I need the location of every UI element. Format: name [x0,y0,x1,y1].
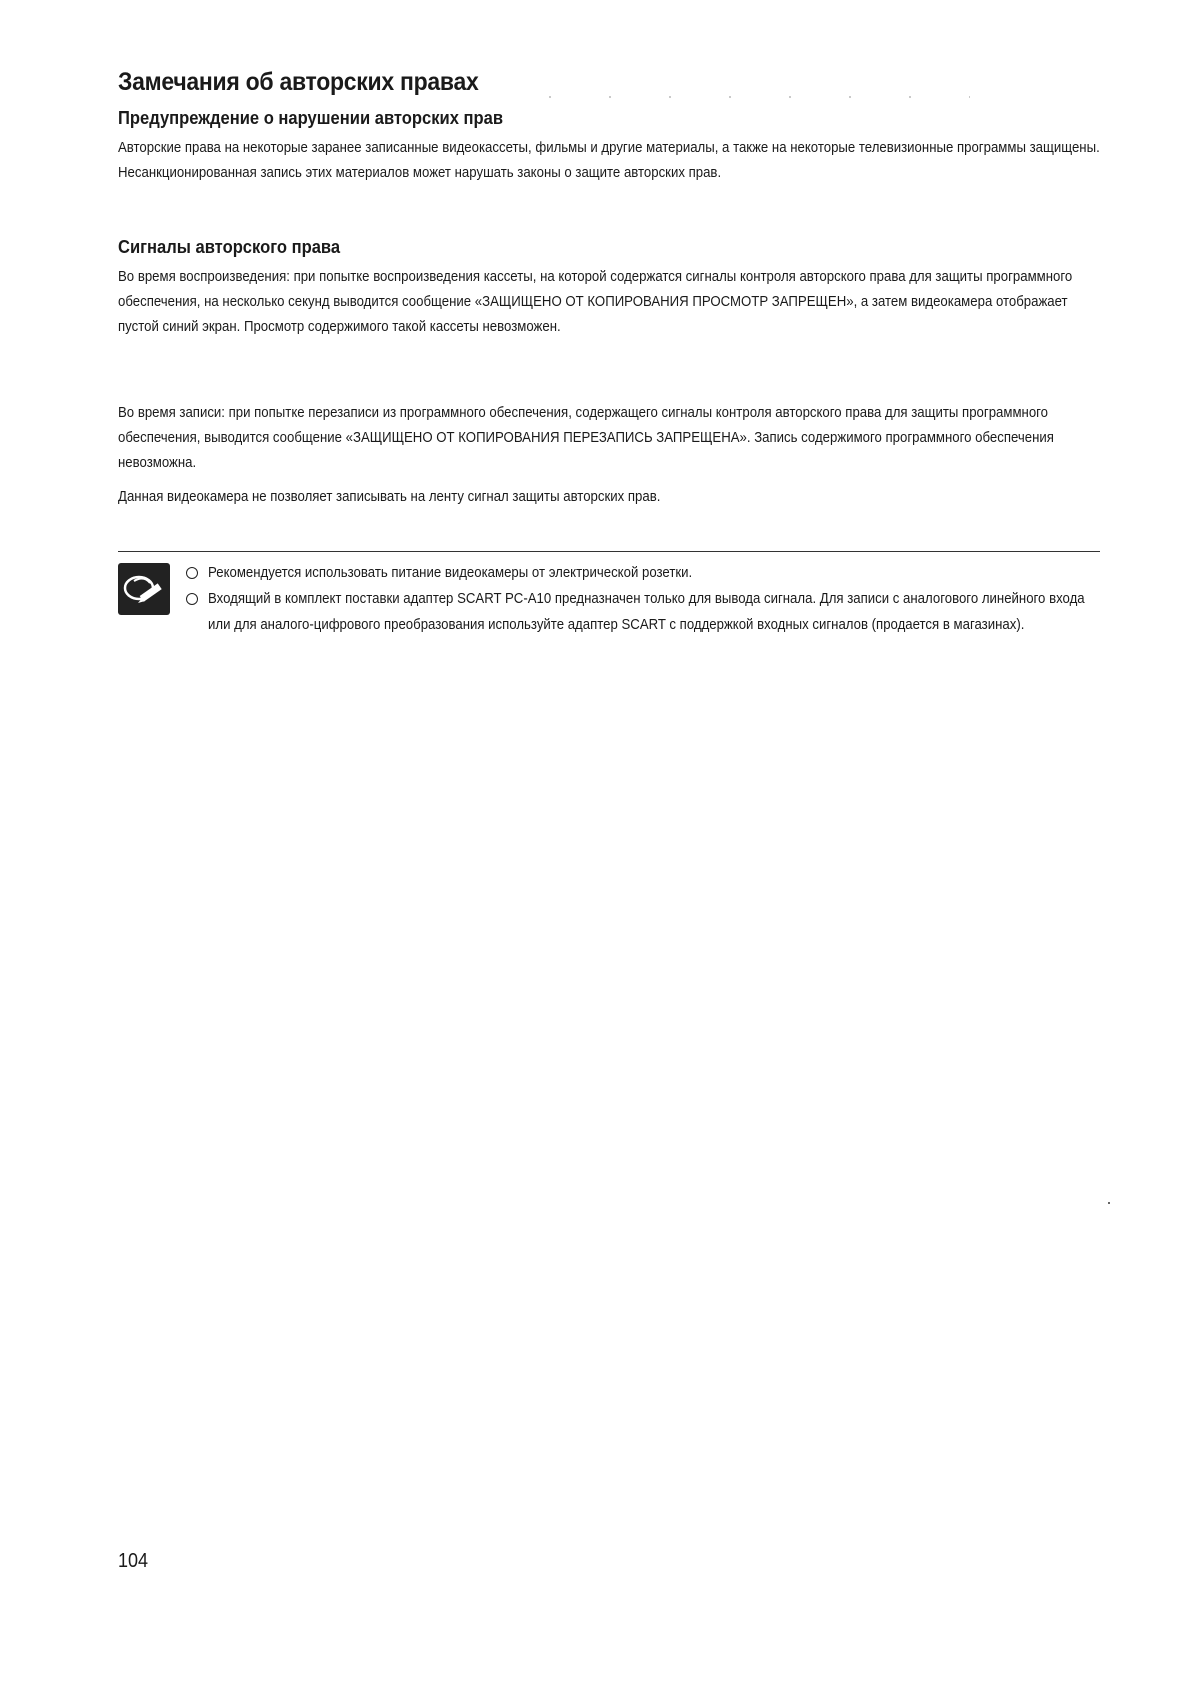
section-heading: Сигналы авторского права [118,237,341,257]
note-text: Рекомендуется использовать питание видеокамеры от электрической розетки. [208,564,693,581]
list-item [184,560,1104,586]
list-item [184,586,1104,638]
circle-bullet-icon [186,593,198,605]
page-number: 104 [118,1550,149,1572]
scan-speck [1108,1202,1110,1204]
circle-bullet-icon [186,567,198,579]
section-copyright-warning [118,108,1108,185]
pencil-note-icon [118,563,170,615]
title-dotted-leader [520,96,970,98]
paragraph: Авторские права на некоторые заранее записанные видеокассеты, фильмы и другие материалы, а также на некоторые телевизионные программы защищены. Несанкционированная запись этих материалов может нарушать законы о защите авторских прав. [118,139,1100,181]
divider [118,551,1100,552]
section-copyright-signals [118,237,1108,339]
section-heading: Предупреждение о нарушении авторских прав [118,108,504,128]
page-title: Замечания об авторских правах [118,68,479,96]
paragraph-playback: Во время воспроизведения: при попытке воспроизведения кассеты, на которой содержатся сигналы контроля авторского права для защиты программного обеспечения, на несколько секунд выводится сообщение «ЗАЩИЩЕНО ОТ КОПИРОВАНИЯ ПРОСМОТР ЗАПРЕЩЕН», а затем видеокамера отображает пустой синий экран. Просмотр содержимого такой кассеты невозможен. [118,268,1073,335]
notes-list [184,560,1104,638]
paragraph-camera-note: Данная видеокамера не позволяет записывать на ленту сигнал защиты авторских прав. [118,488,661,505]
paragraph-recording: Во время записи: при попытке перезаписи из программного обеспечения, содержащего сигналы контроля авторского права для защиты программного обеспечения, выводится сообщение «ЗАЩИЩЕНО ОТ КОПИРОВАНИЯ ПЕРЕЗАПИСЬ ЗАПРЕЩЕНА». Запись содержимого программного обеспечения невозможна. [118,404,1054,471]
note-text: Входящий в комплект поставки адаптер SCART PC-A10 предназначен только для вывода сигнала. Для записи с аналогового линейного входа или для аналого-цифрового преобразования используйте адаптер SCART с поддержкой входных сигналов (продается в магазинах). [208,590,1085,633]
